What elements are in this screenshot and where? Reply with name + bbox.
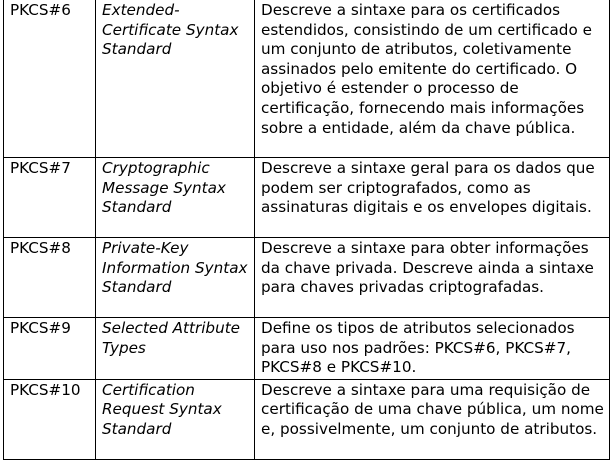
standard-id: PKCS#10 bbox=[4, 379, 96, 459]
standard-name: Certification Request Syntax Standard bbox=[96, 379, 255, 459]
standard-name: Cryptographic Message Syntax Standard bbox=[96, 158, 255, 238]
standard-id: PKCS#7 bbox=[4, 158, 96, 238]
standard-name: Extended-Certificate Syntax Standard bbox=[96, 0, 255, 158]
standard-name: Private-Key Information Syntax Standard bbox=[96, 238, 255, 318]
table-row bbox=[4, 379, 610, 459]
standard-description: Descreve a sintaxe para os certificados estendidos, consistindo de um certificado e um conjunto de atributos, coletivamente assinados pelo emitente do certificado. O objetivo é estender o processo de certificação, fornecendo mais informações sobre a entidade, além da chave pública. bbox=[255, 0, 610, 158]
standard-description: Descreve a sintaxe para uma requisição de certificação de uma chave pública, um nome e, possivelmente, um conjunto de atributos. bbox=[255, 379, 610, 459]
table-row bbox=[4, 318, 610, 380]
pkcs-standards-table bbox=[3, 0, 610, 460]
standard-id: PKCS#8 bbox=[4, 238, 96, 318]
standard-name: Selected Attribute Types bbox=[96, 318, 255, 380]
standard-id: PKCS#6 bbox=[4, 0, 96, 158]
table-row bbox=[4, 0, 610, 158]
standard-description: Define os tipos de atributos selecionados para uso nos padrões: PKCS#6, PKCS#7, PKCS#8 e PKCS#10. bbox=[255, 318, 610, 380]
table-row bbox=[4, 158, 610, 238]
standard-description: Descreve a sintaxe para obter informações da chave privada. Descreve ainda a sintaxe para chaves privadas criptografadas. bbox=[255, 238, 610, 318]
standard-description: Descreve a sintaxe geral para os dados que podem ser criptografados, como as assinaturas digitais e os envelopes digitais. bbox=[255, 158, 610, 238]
standard-id: PKCS#9 bbox=[4, 318, 96, 380]
table-row bbox=[4, 238, 610, 318]
